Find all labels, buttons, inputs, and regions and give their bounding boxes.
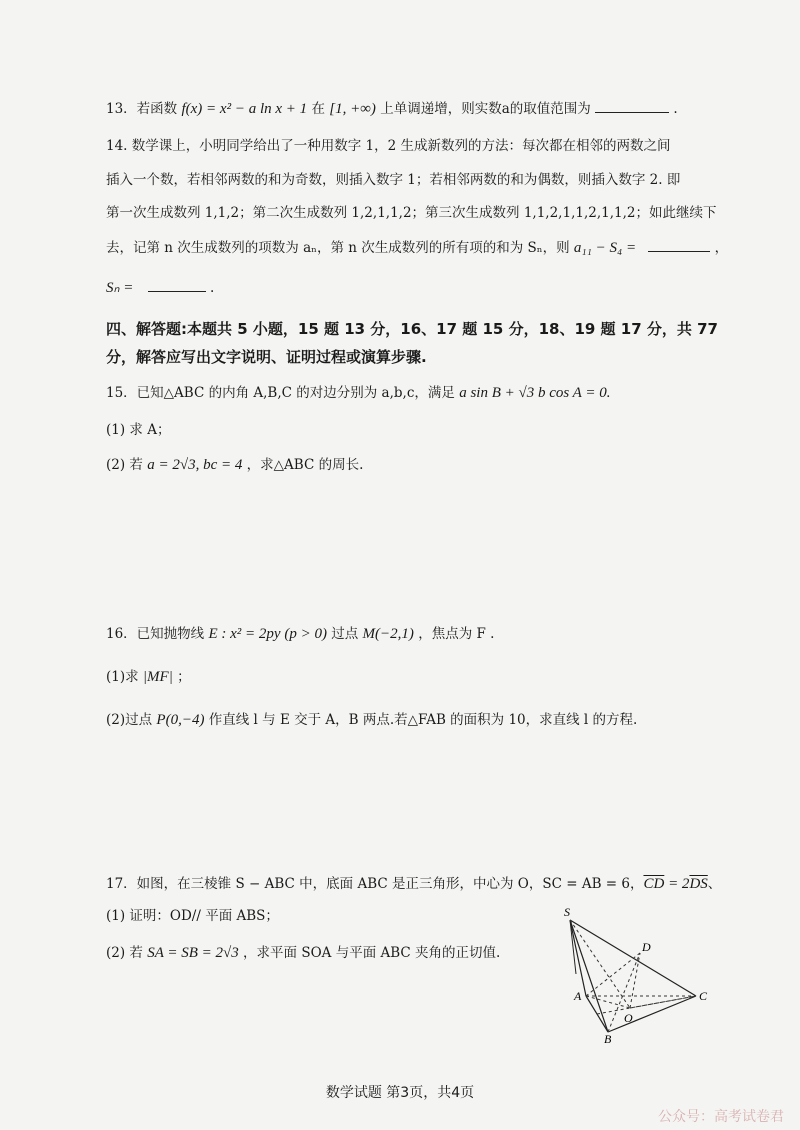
q17-stem-end: 、 [707,876,722,892]
question-16-stem [106,624,494,644]
label-o: O [624,1011,633,1025]
q17-equals: = 2 [664,876,690,892]
q14-line-4-text: 去，记第 n 次生成数列的项数为 aₙ，第 n 次生成数列的所有项的和为 Sₙ，则 [106,240,570,256]
q14-line-1: 14. 数学课上，小明同学给出了一种用数字 1，2 生成新数列的方法：每次都在相邻的两数之间 [106,138,671,154]
q16-part-1-mf: |MF| [142,669,173,685]
q14-line-2: 插入一个数，若相邻两数的和为奇数，则插入数字 1；若相邻两数的和为偶数，则插入数字 2. 即 [106,172,681,188]
q14-expression-sn: Sₙ = [106,280,134,296]
q13-prefix: 13．若函数 [106,101,178,117]
label-c: C [699,989,708,1003]
q14-line-5 [106,277,214,298]
q15-part-2-condition: a = 2√3, bc = 4 [147,457,243,473]
q13-answer-blank[interactable] [595,98,669,113]
question-13 [106,98,678,119]
q17-part-2-condition: SA = SB = 2√3 [147,945,239,961]
q16-point-p: P(0,−4) [156,712,205,728]
q15-part-2-question: ，求△ABC 的周长. [246,457,364,473]
q17-part-2-question: ，求平面 SOA 与平面 ABC 夹角的正切值. [243,945,501,961]
q15-part-2-prefix: (2) 若 [106,457,143,473]
q13-end: . [673,101,678,117]
label-d: D [642,940,651,954]
edge-bc [608,996,696,1032]
q16-point-m: M(−2,1) [362,626,414,642]
q16-part-1 [106,667,191,687]
q14-line-3: 第一次生成数列 1,1,2；第二次生成数列 1,2,1,1,2；第三次生成数列 1,1,2,1,1,2,1,1,2；如此继续下 [106,205,717,221]
q14-answer-blank-2[interactable] [148,277,206,292]
label-a: A [574,989,582,1003]
q14-answer-blank-1[interactable] [648,237,710,252]
question-15-stem [106,383,610,403]
q16-stem-end: ，焦点为 F . [418,626,495,642]
q14-period: . [209,280,215,296]
q16-part-2 [106,710,637,730]
label-s: S [564,905,570,919]
q15-part-2 [106,455,363,475]
q17-part-1: (1) 证明：OD// 平面 ABS； [106,908,279,924]
q13-suffix: 上单调递增，则实数a的取值范围为 [380,101,591,117]
q15-stem-text: 15．已知△ABC 的内角 A,B,C 的对边分别为 a,b,c，满足 [106,385,455,401]
q16-stem-mid: 过点 [331,626,359,642]
page-footer: 数学试题 第3页，共4页 [325,1085,475,1101]
q16-parabola: E : x² = 2py (p > 0) [208,626,327,642]
question-17-stem [106,874,721,894]
edge-median-hidden [597,996,696,1014]
edge-sb [570,920,608,1032]
q16-stem-prefix: 16．已知抛物线 [106,626,205,642]
q13-function: f(x) = x² − a ln x + 1 [181,101,308,117]
q15-condition: a sin B + √3 b cos A = 0. [459,385,611,401]
q15-part-1: (1) 求 A； [106,422,171,438]
label-b: B [604,1032,612,1044]
section-4-heading-line-1: 四、解答题:本题共 5 小题，15 题 13 分，16、17 题 15 分，18、19 题 17 分，共 77 [106,320,718,338]
q16-part-2-prefix: (2)过点 [106,712,153,728]
q17-vector-ds: $\overline{DS}$ [689,876,708,892]
pyramid-figure [556,904,716,1044]
section-4-heading-line-2: 分，解答应写出文字说明、证明过程或演算步骤. [106,348,427,366]
q16-part-1-end: ； [177,669,191,685]
q17-vector-cd: $\overline{CD}$ [643,876,665,892]
q13-interval: [1, +∞) [329,101,376,117]
q17-part-2 [106,943,500,963]
q17-stem-text: 17．如图，在三棱锥 S − ABC 中，底面 ABC 是正三角形，中心为 O，SC = AB = 6， [106,876,644,892]
q16-part-2-question: 作直线 l 与 E 交于 A，B 两点.若△FAB 的面积为 10，求直线 l 的方程. [208,712,638,728]
q13-mid: 在 [311,101,325,117]
q14-expression-a11-s4: a₁₁ − S₄ = [573,240,637,256]
q17-part-2-prefix: (2) 若 [106,945,143,961]
q14-line-4 [106,237,728,258]
q16-part-1-prefix: (1)求 [106,669,139,685]
watermark: 公众号：高考试卷君 [658,1109,784,1125]
q14-comma: ， [714,240,729,256]
